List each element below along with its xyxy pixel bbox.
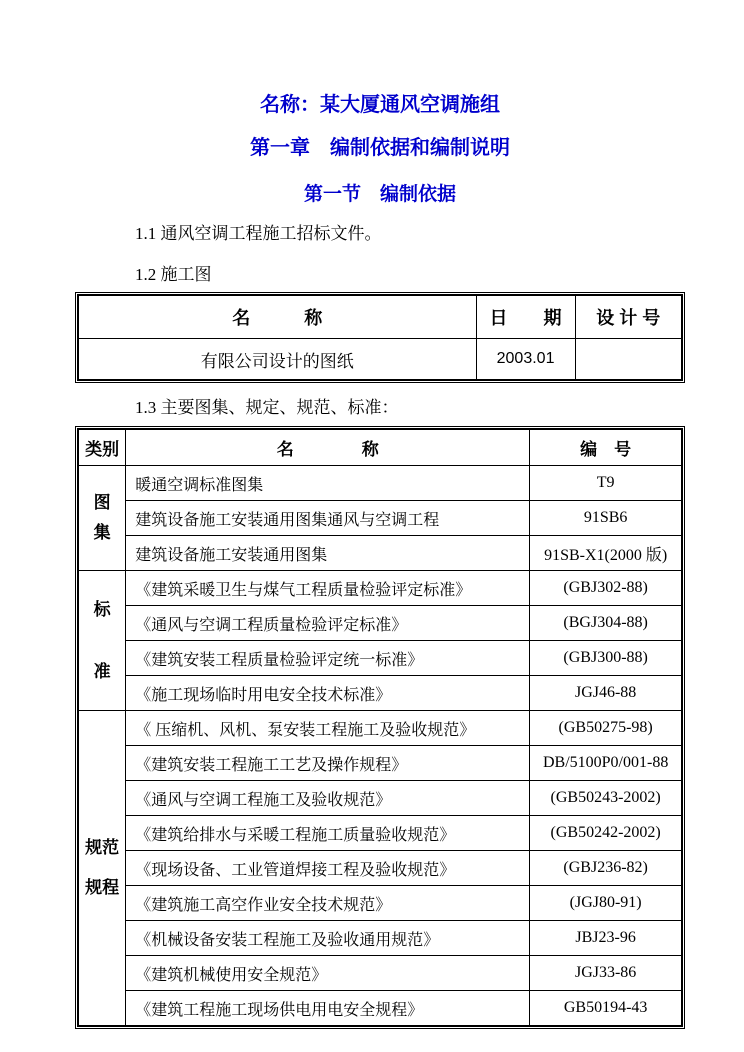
drawings-col-name: 名 称	[78, 295, 476, 339]
standard-name-cell: 《建筑给排水与采暖工程施工质量验收规范》	[126, 816, 530, 851]
table-row	[78, 466, 682, 501]
standard-code-cell: (JGJ80-91)	[530, 886, 682, 921]
table-row	[78, 746, 682, 781]
table-row	[78, 781, 682, 816]
table-row	[78, 991, 682, 1027]
table-row	[78, 536, 682, 571]
standard-code-cell: GB50194-43	[530, 991, 682, 1027]
standards-col-code: 编 号	[530, 429, 682, 466]
standards-col-name: 名 称	[126, 429, 530, 466]
paragraph-1-3: 1.3 主要图集、规定、规范、标准：	[135, 398, 399, 417]
standards-table	[77, 428, 683, 1027]
table-row	[78, 501, 682, 536]
standard-code-cell: (GB50275-98)	[530, 711, 682, 746]
standard-code-cell: 91SB6	[530, 501, 682, 536]
table-row	[78, 339, 682, 381]
standards-col-category: 类别	[78, 429, 126, 466]
standard-code-cell: (GBJ302-88)	[530, 571, 682, 606]
standard-code-cell: (BGJ304-88)	[530, 606, 682, 641]
table-row	[78, 816, 682, 851]
table-row	[78, 886, 682, 921]
doc-title: 名称：某大厦通风空调施组	[260, 94, 500, 116]
standard-name-cell: 《 压缩机、风机、泵安装工程施工及验收规范》	[126, 711, 530, 746]
table-row	[78, 956, 682, 991]
standard-name-cell: 《建筑安装工程施工工艺及操作规程》	[126, 746, 530, 781]
section-heading: 第一节 编制依据	[303, 184, 456, 205]
category-cell-biaozhun: 标 准	[78, 571, 126, 711]
standards-table-frame	[75, 426, 685, 1029]
drawing-date-cell: 2003.01	[476, 339, 575, 381]
table-row	[78, 571, 682, 606]
table-row	[78, 641, 682, 676]
standard-name-cell: 《建筑机械使用安全规范》	[126, 956, 530, 991]
category-cell-tuji: 图 集	[78, 466, 126, 571]
table-row	[78, 606, 682, 641]
drawings-header-row	[78, 295, 682, 339]
table-row	[78, 851, 682, 886]
standard-name-cell: 《现场设备、工业管道焊接工程及验收规范》	[126, 851, 530, 886]
chapter-heading: 第一章 编制依据和编制说明	[250, 137, 510, 159]
standard-name-cell: 暖通空调标准图集	[126, 466, 530, 501]
standard-name-cell: 《建筑工程施工现场供电用电安全规程》	[126, 991, 530, 1027]
standard-code-cell: JBJ23-96	[530, 921, 682, 956]
table-row	[78, 921, 682, 956]
standard-name-cell: 《施工现场临时用电安全技术标准》	[126, 676, 530, 711]
standard-name-cell: 《通风与空调工程施工及验收规范》	[126, 781, 530, 816]
standard-code-cell: 91SB-X1(2000 版)	[530, 536, 682, 571]
table-row	[78, 676, 682, 711]
standard-name-cell: 建筑设备施工安装通用图集	[126, 536, 530, 571]
drawings-table	[77, 294, 683, 381]
standard-name-cell: 建筑设备施工安装通用图集通风与空调工程	[126, 501, 530, 536]
standard-name-cell: 《通风与空调工程质量检验评定标准》	[126, 606, 530, 641]
standard-code-cell: (GBJ300-88)	[530, 641, 682, 676]
drawings-col-design-no: 设 计 号	[575, 295, 682, 339]
standard-name-cell: 《机械设备安装工程施工及验收通用规范》	[126, 921, 530, 956]
standard-code-cell: JGJ46-88	[530, 676, 682, 711]
standard-code-cell: JGJ33-86	[530, 956, 682, 991]
standard-code-cell: (GBJ236-82)	[530, 851, 682, 886]
drawing-name-cell: 有限公司设计的图纸	[78, 339, 476, 381]
paragraph-1-1: 1.1 通风空调工程施工招标文件。	[135, 224, 382, 243]
standard-code-cell: (GB50243-2002)	[530, 781, 682, 816]
standard-name-cell: 《建筑施工高空作业安全技术规范》	[126, 886, 530, 921]
drawings-table-frame	[75, 292, 685, 383]
standard-code-cell: DB/5100P0/001-88	[530, 746, 682, 781]
standard-code-cell: T9	[530, 466, 682, 501]
standards-header-row	[78, 429, 682, 466]
standard-name-cell: 《建筑安装工程质量检验评定统一标准》	[126, 641, 530, 676]
drawing-design-no-cell	[575, 339, 682, 381]
standard-code-cell: (GB50242-2002)	[530, 816, 682, 851]
drawings-col-date: 日 期	[476, 295, 575, 339]
standard-name-cell: 《建筑采暖卫生与煤气工程质量检验评定标准》	[126, 571, 530, 606]
category-cell-guifan-guicheng: 规范 规程	[78, 711, 126, 1027]
paragraph-1-2: 1.2 施工图	[135, 265, 212, 284]
table-row	[78, 711, 682, 746]
